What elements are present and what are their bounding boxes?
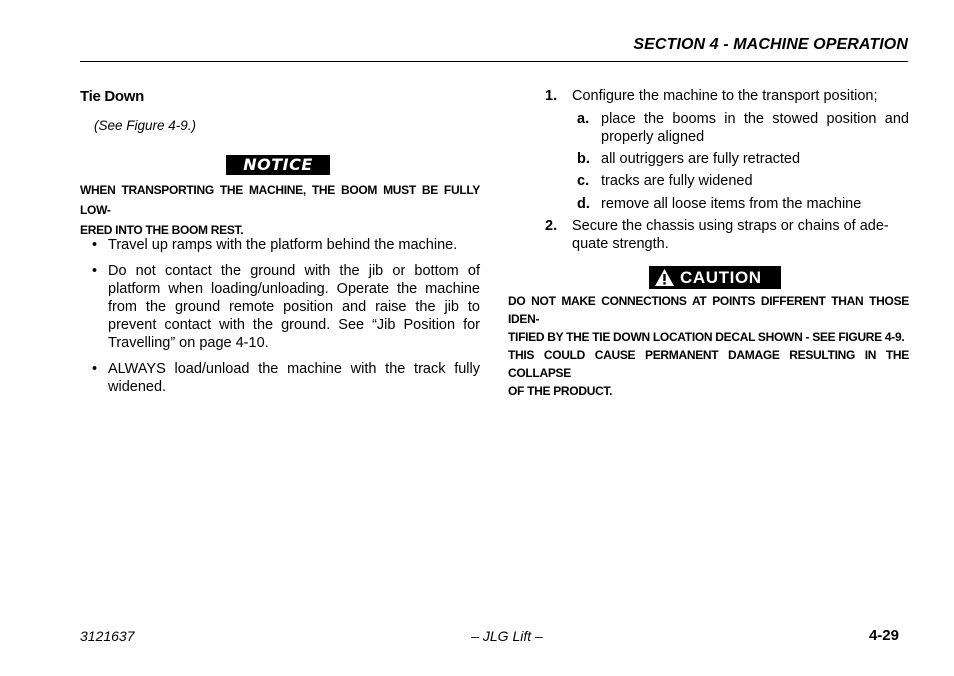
- page-heading: Tie Down: [80, 88, 144, 105]
- substep-letter: a.: [577, 111, 590, 127]
- page-number: 4-29: [868, 627, 899, 644]
- substep-letter: d.: [577, 196, 590, 212]
- doc-number: 3121637: [80, 628, 135, 644]
- section-title: SECTION 4 - MACHINE OPERATION: [633, 36, 908, 53]
- bullet-icon: •: [92, 361, 98, 377]
- caution-line: TIFIED BY THE TIE DOWN LOCATION DECAL SHOWN - SEE FIGURE 4-9.: [508, 330, 905, 344]
- notice-text: [80, 180, 480, 240]
- instruction-bullets: [92, 236, 480, 404]
- notice-line: WHEN TRANSPORTING THE MACHINE, THE BOOM MUST BE FULLY LOW-: [80, 183, 480, 217]
- list-item: [92, 262, 480, 352]
- caution-line: OF THE PRODUCT.: [508, 384, 613, 398]
- bullet-icon: •: [92, 263, 98, 279]
- bullet-text: ALWAYS load/unload the machine with the track fully widened.: [108, 361, 480, 395]
- list-item: [92, 360, 480, 396]
- substep-text: tracks are fully widened: [601, 173, 753, 189]
- bullet-icon: •: [92, 237, 98, 253]
- substep-letter: b.: [577, 151, 590, 167]
- figure-reference: (See Figure 4-9.): [94, 118, 197, 133]
- step-number: 1.: [545, 88, 558, 104]
- substep-text: place the booms in the stowed position and properly aligned: [601, 111, 909, 145]
- step-text: Secure the chassis using straps or chains of ade-quate strength.: [572, 218, 889, 252]
- header-rule: [80, 61, 908, 62]
- caution-text: [508, 292, 909, 400]
- step-text: Configure the machine to the transport position;: [572, 88, 878, 104]
- caution-line: DO NOT MAKE CONNECTIONS AT POINTS DIFFERENT THAN THOSE IDEN-: [508, 294, 909, 326]
- list-item: [92, 236, 480, 254]
- bullet-text: Travel up ramps with the platform behind the machine.: [108, 237, 458, 253]
- warning-icon: [654, 268, 675, 287]
- caution-badge: [649, 266, 781, 289]
- substep-letter: c.: [577, 173, 590, 189]
- substep-text: remove all loose items from the machine: [601, 196, 862, 212]
- footer-publisher: – JLG Lift –: [471, 628, 543, 644]
- step-number: 2.: [545, 218, 558, 234]
- caution-line: THIS COULD CAUSE PERMANENT DAMAGE RESULTING IN THE COLLAPSE: [508, 348, 909, 380]
- bullet-text: Do not contact the ground with the jib or bottom of platform when loading/unloading. Operate the machine from the ground remote position and raise the jib to prevent contact with the ground. See “Jib Position for Travelling” on page 4-10.: [108, 263, 480, 351]
- caution-label: CAUTION: [680, 268, 762, 287]
- notice-line: ERED INTO THE BOOM REST.: [80, 223, 244, 237]
- notice-badge: NOTICE: [226, 155, 330, 175]
- substep-text: all outriggers are fully retracted: [601, 151, 801, 167]
